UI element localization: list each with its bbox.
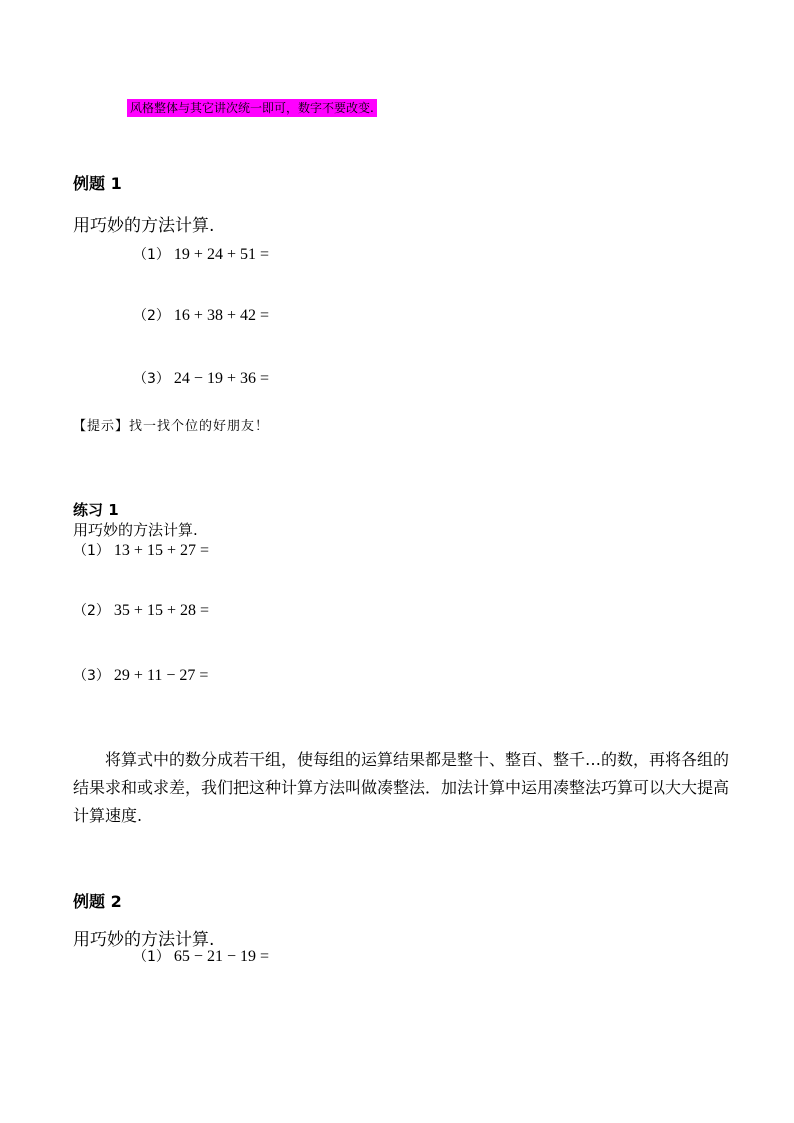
example1-hint: 【提示】找一找个位的好朋友！ bbox=[73, 419, 270, 434]
practice1-problem-2 bbox=[73, 600, 209, 620]
problem-expression: 35 + 15 + 28 = bbox=[113, 602, 209, 619]
problem-expression: 65 − 21 − 19 = bbox=[173, 948, 269, 965]
practice1-problem-1 bbox=[73, 540, 209, 560]
example1-problem-1 bbox=[133, 244, 269, 264]
problem-expression: 13 + 15 + 27 = bbox=[113, 542, 209, 559]
problem-label: （1） bbox=[133, 949, 170, 965]
explanation-line-1: 将算式中的数分成若干组，使每组的运算结果都是整十、整百、整千…的数，再将各组的 bbox=[105, 750, 730, 769]
problem-label: （3） bbox=[73, 668, 110, 684]
example1-problem-3 bbox=[133, 368, 269, 388]
editor-note-highlight: 风格整体与其它讲次统一即可，数字不要改变. bbox=[127, 99, 377, 117]
example1-title: 例题 1 bbox=[73, 174, 122, 193]
problem-expression: 24 − 19 + 36 = bbox=[173, 370, 269, 387]
example2-problem-1 bbox=[133, 946, 269, 966]
example1-instruction: 用巧妙的方法计算. bbox=[73, 216, 215, 236]
explanation-line-3: 计算速度. bbox=[73, 806, 143, 825]
example2-instruction: 用巧妙的方法计算. bbox=[73, 930, 215, 950]
problem-label: （1） bbox=[73, 543, 110, 559]
problem-label: （1） bbox=[133, 247, 170, 263]
problem-label: （2） bbox=[73, 603, 110, 619]
problem-label: （2） bbox=[133, 308, 170, 324]
practice1-problem-3 bbox=[73, 665, 208, 685]
practice1-instruction: 用巧妙的方法计算. bbox=[73, 521, 198, 539]
problem-expression: 16 + 38 + 42 = bbox=[173, 307, 269, 324]
practice1-title: 练习 1 bbox=[73, 501, 119, 519]
problem-expression: 19 + 24 + 51 = bbox=[173, 246, 269, 263]
example1-problem-2 bbox=[133, 305, 269, 325]
explanation-line-2: 结果求和或求差，我们把这种计算方法叫做凑整法．加法计算中运用凑整法巧算可以大大提高 bbox=[73, 778, 730, 797]
problem-label: （3） bbox=[133, 371, 170, 387]
example2-title: 例题 2 bbox=[73, 892, 122, 911]
problem-expression: 29 + 11 − 27 = bbox=[113, 667, 209, 684]
